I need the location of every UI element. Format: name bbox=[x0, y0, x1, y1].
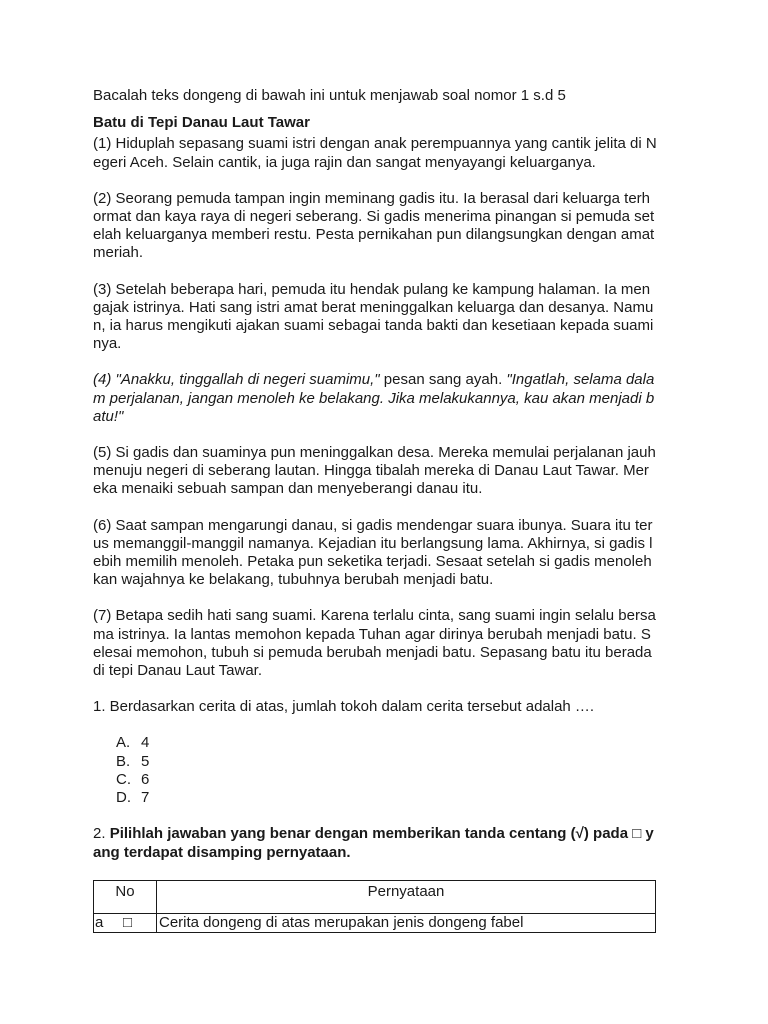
story-title: Batu di Tepi Danau Laut Tawar bbox=[93, 114, 310, 132]
paragraph-line: di tepi Danau Laut Tawar. bbox=[93, 662, 263, 680]
quote-warning: "Ingatlah, selama dala bbox=[506, 371, 655, 389]
option-value: 5 bbox=[141, 752, 150, 770]
paragraph-line: (5) Si gadis dan suaminya pun meninggalkan desa. Mereka memulai perjalanan jauh bbox=[93, 444, 656, 462]
paragraph-line: elesai memohon, tubuh si pemuda berubah menjadi batu. Sepasang batu itu berada bbox=[93, 643, 652, 661]
option-letter: A. bbox=[116, 734, 131, 752]
row-letter: a bbox=[95, 913, 104, 931]
row-no-cell bbox=[94, 913, 157, 932]
paragraph-line: eka menaiki sebuah sampan dan menyeberangi danau itu. bbox=[93, 480, 483, 498]
intro-instruction: Bacalah teks dongeng di bawah ini untuk menjawab soal nomor 1 s.d 5 bbox=[93, 87, 566, 104]
table-header-row bbox=[94, 880, 656, 913]
paragraph-line: ma istrinya. Ia lantas memohon kepada Tuhan agar dirinya berubah menjadi batu. S bbox=[93, 625, 651, 643]
paragraph-2 bbox=[93, 190, 678, 263]
statement-table bbox=[93, 880, 656, 933]
paragraph-line: atu!" bbox=[93, 407, 124, 425]
question-2-number: 2. bbox=[93, 825, 110, 843]
option-letter: B. bbox=[116, 752, 131, 770]
paragraph-line: egeri Aceh. Selain cantik, ia juga rajin dan sangat menyayangi keluarganya. bbox=[93, 153, 596, 171]
paragraph-3 bbox=[93, 281, 678, 354]
option-letter: C. bbox=[116, 770, 131, 788]
paragraph-line: (3) Setelah beberapa hari, pemuda itu hendak pulang ke kampung halaman. Ia men bbox=[93, 280, 651, 298]
paragraph-5 bbox=[93, 444, 678, 499]
paragraph-line: n, ia harus mengikuti ajakan suami sebagai tanda bakti dan kesetiaan kepada suami bbox=[93, 317, 654, 335]
paragraph-line: nya. bbox=[93, 335, 122, 353]
checkbox-icon[interactable]: □ bbox=[123, 913, 133, 931]
narration: pesan sang ayah. bbox=[379, 371, 507, 389]
question-2-instruction: Pilihlah jawaban yang benar dengan memberikan tanda centang (√) pada □ y bbox=[109, 825, 654, 843]
document-page bbox=[93, 87, 678, 933]
paragraph-line bbox=[93, 371, 678, 389]
paragraph-line: gajak istrinya. Hati sang istri amat berat meninggalkan keluarga dan desanya. Namu bbox=[93, 298, 654, 316]
option-d[interactable] bbox=[116, 789, 678, 807]
paragraph-line: ormat dan kaya raya di negeri seberang. Si gadis menerima pinangan si pemuda set bbox=[93, 208, 655, 226]
option-c[interactable] bbox=[116, 771, 678, 789]
question-2-text bbox=[93, 825, 678, 861]
option-b[interactable] bbox=[116, 753, 678, 771]
paragraph-line: (2) Seorang pemuda tampan ingin meminang gadis itu. Ia berasal dari keluarga terh bbox=[93, 189, 650, 207]
paragraph-6 bbox=[93, 517, 678, 590]
paragraph-4 bbox=[93, 371, 678, 426]
option-letter: D. bbox=[116, 789, 131, 807]
header-no: No bbox=[94, 880, 157, 913]
paragraph-line: (7) Betapa sedih hati sang suami. Karena terlalu cinta, sang suami ingin selalu bersa bbox=[93, 607, 656, 625]
question-2-line: ang terdapat disamping pernyataan. bbox=[93, 843, 351, 861]
quote-father: (4) "Anakku, tinggallah di negeri suamimu," bbox=[93, 371, 380, 389]
paragraph-line: us memanggil-manggil namanya. Kejadian itu berlangsung lama. Akhirnya, si gadis l bbox=[93, 534, 653, 552]
question-1-options bbox=[116, 734, 678, 807]
paragraph-line: ebih memilih menoleh. Petaka pun seketika terjadi. Sesaat setelah si gadis menoleh bbox=[93, 553, 652, 571]
option-value: 4 bbox=[141, 734, 150, 752]
question-2-line bbox=[93, 825, 678, 843]
paragraph-line: menuju negeri di seberang lautan. Hingga tibalah mereka di Danau Laut Tawar. Mer bbox=[93, 462, 649, 480]
header-statement: Pernyataan bbox=[157, 880, 656, 913]
option-value: 7 bbox=[141, 789, 150, 807]
option-value: 6 bbox=[141, 770, 150, 788]
paragraph-1 bbox=[93, 135, 678, 171]
paragraph-line: elah keluarganya memberi restu. Pesta pernikahan pun dilangsungkan dengan amat bbox=[93, 226, 655, 244]
paragraph-7 bbox=[93, 607, 678, 680]
row-statement: Cerita dongeng di atas merupakan jenis dongeng fabel bbox=[157, 913, 656, 932]
table-row bbox=[94, 913, 656, 932]
paragraph-line: (1) Hiduplah sepasang suami istri dengan anak perempuannya yang cantik jelita di N bbox=[93, 135, 657, 153]
paragraph-line: kan wajahnya ke belakang, tubuhnya berubah menjadi batu. bbox=[93, 571, 494, 589]
option-a[interactable] bbox=[116, 734, 678, 752]
question-1-text: 1. Berdasarkan cerita di atas, jumlah tokoh dalam cerita tersebut adalah …. bbox=[93, 698, 595, 716]
paragraph-line: (6) Saat sampan mengarungi danau, si gadis mendengar suara ibunya. Suara itu ter bbox=[93, 516, 653, 534]
paragraph-line: m perjalanan, jangan menoleh ke belakang. Jika melakukannya, kau akan menjadi b bbox=[93, 389, 655, 407]
paragraph-line: meriah. bbox=[93, 244, 144, 262]
